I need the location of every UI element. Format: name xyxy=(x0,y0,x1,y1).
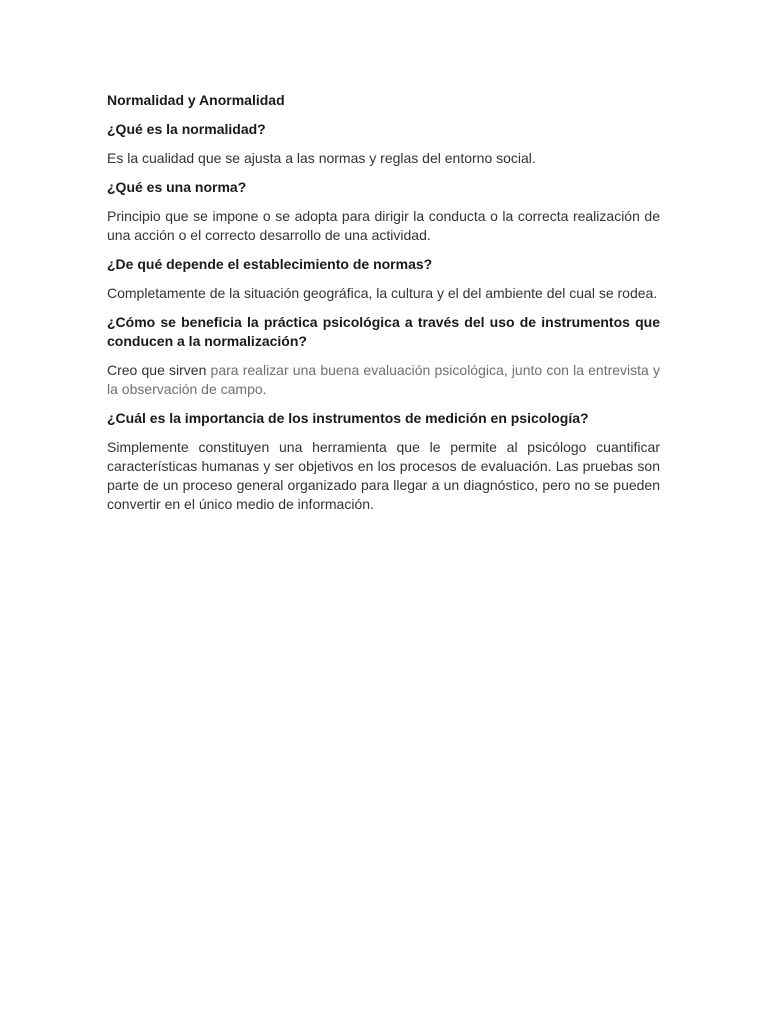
question-1: ¿Qué es la normalidad? xyxy=(107,121,266,137)
question-5: ¿Cuál es la importancia de los instrumentos de medición en psicología? xyxy=(107,410,589,426)
answer-3: Completamente de la situación geográfica, la cultura y el del ambiente del cual se rodea. xyxy=(107,285,658,301)
answer-4 xyxy=(107,361,660,399)
document-body xyxy=(107,91,660,524)
question-4: ¿Cómo se beneficia la práctica psicológica a través del uso de instrumentos que conducen a la normalización? xyxy=(107,314,660,349)
question-2: ¿Qué es una norma? xyxy=(107,179,247,195)
answer-5: Simplemente constituyen una herramienta que le permite al psicólogo cuantificar características humanas y ser objetivos en los procesos de evaluación. Las pruebas son parte de un proceso general organizado para llegar a un diagnóstico, pero no se pueden convertir en el único medio de información. xyxy=(107,439,660,512)
document-title: Normalidad y Anormalidad xyxy=(107,92,285,108)
answer-1: Es la cualidad que se ajusta a las normas y reglas del entorno social. xyxy=(107,150,536,166)
answer-4-rest: para realizar una buena evaluación psicológica, junto con la entrevista y la observación de campo. xyxy=(107,362,660,397)
answer-4-lead: Creo que sirven xyxy=(107,362,211,378)
answer-2: Principio que se impone o se adopta para dirigir la conducta o la correcta realización de una acción o el correcto desarrollo de una actividad. xyxy=(107,208,660,243)
question-3: ¿De qué depende el establecimiento de normas? xyxy=(107,256,433,272)
